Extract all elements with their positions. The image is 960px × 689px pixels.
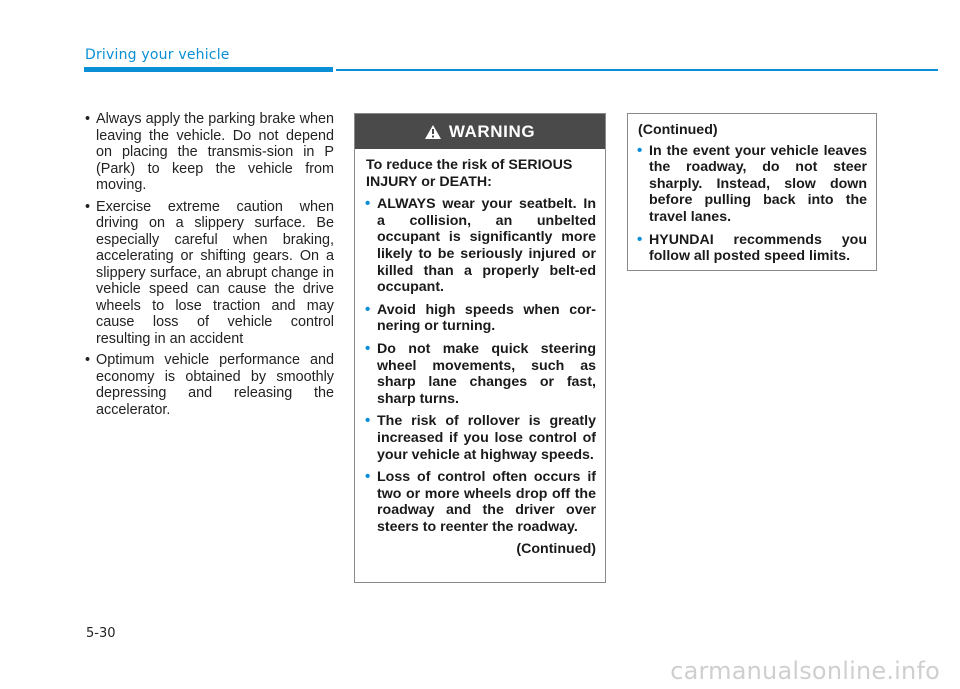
bullet-icon: • <box>637 141 643 159</box>
list-item <box>80 111 334 194</box>
warning-item <box>366 196 596 296</box>
warning-item-text: ALWAYS wear your seatbelt. In a collision, an unbelted occupant is significantly more likely to be seriously injured or killed than a properly belt-ed occupant. <box>377 196 596 296</box>
bullet-icon: • <box>365 468 371 486</box>
bullet-list <box>80 111 334 418</box>
bullet-icon: • <box>365 300 371 318</box>
bullet-icon: • <box>365 195 371 213</box>
page-number: 5-30 <box>86 626 116 641</box>
continued-list <box>638 143 867 265</box>
list-item-text: Optimum vehicle performance and economy is obtained by smoothly depressing and releasing the accelerator. <box>96 352 334 418</box>
list-item-text: Always apply the parking brake when leaving the vehicle. Do not depend on placing the transmis-sion in P (Park) to keep the vehicle from moving. <box>96 111 334 193</box>
warning-intro: To reduce the risk of SERIOUS INJURY or DEATH: <box>366 157 573 190</box>
bullet-icon: • <box>85 198 91 215</box>
continued-box <box>627 113 877 271</box>
bullet-icon: • <box>365 339 371 357</box>
header-rule-thin <box>336 69 938 71</box>
list-item <box>80 199 334 348</box>
bullet-icon: • <box>637 230 643 248</box>
continued-top-label: (Continued) <box>638 122 718 138</box>
warning-header <box>355 114 605 149</box>
bullet-icon: • <box>85 111 91 127</box>
section-title: Driving your vehicle <box>85 47 230 63</box>
warning-item <box>366 469 596 535</box>
warning-item-text: Do not make quick steering wheel movements, such as sharp lane changes or fast, sharp turns. <box>377 340 596 407</box>
main-text-column <box>80 111 334 423</box>
warning-body <box>355 149 605 558</box>
continued-body <box>628 114 876 265</box>
warning-list <box>366 196 596 535</box>
warning-item-text: HYUNDAI recommends you follow all posted speed limits. <box>649 231 867 265</box>
warning-item <box>638 232 867 265</box>
header-rule-thick <box>84 67 333 72</box>
warning-item <box>366 413 596 463</box>
warning-title: WARNING <box>448 121 536 141</box>
bullet-icon: • <box>85 352 91 368</box>
warning-item-text: In the event your vehicle leaves the roadway, do not steer sharply. Instead, slow down before pulling back into the travel lanes. <box>649 142 867 225</box>
warning-item-text: Loss of control often occurs if two or more wheels drop off the roadway and the driver over steers to reenter the roadway. <box>377 469 596 535</box>
warning-box <box>354 113 606 583</box>
warning-item <box>366 302 596 335</box>
warning-item-text: The risk of rollover is greatly increased if you lose control of your vehicle at highway speeds. <box>377 413 596 463</box>
warning-item <box>366 341 596 407</box>
bullet-icon: • <box>365 412 371 430</box>
warning-item <box>638 143 867 226</box>
warning-item-text: Avoid high speeds when cor-nering or turning. <box>377 301 596 335</box>
continued-label: (Continued) <box>516 541 596 558</box>
warning-triangle-icon <box>425 125 441 139</box>
list-item-text: Exercise extreme caution when driving on a slippery surface. Be especially careful when braking, accelerating or shifting gears. On a slippery surface, an abrupt change in vehicle speed can cause the drive wheels to lose traction and may cause loss of vehicle control resulting in an accident <box>96 198 334 347</box>
watermark: carmanualsonline.info <box>670 657 940 685</box>
list-item <box>80 352 334 418</box>
